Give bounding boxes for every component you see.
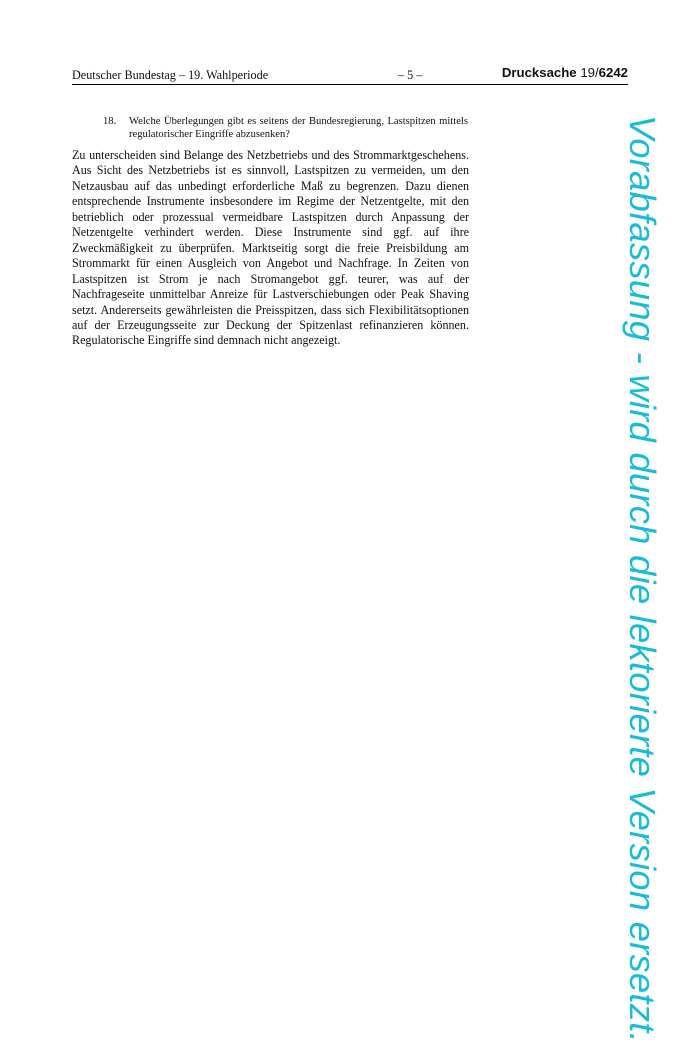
header-parliament-period: Deutscher Bundestag – 19. Wahlperiode (72, 68, 269, 82)
doc-number: 6242 (598, 65, 628, 80)
draft-watermark: Vorabfassung - wird durch die lektorierte Version ersetzt. (622, 115, 663, 1043)
question-block (103, 115, 468, 142)
answer-block (72, 148, 469, 349)
question-text: Welche Überlegungen gibt es seitens der Bundesregierung, Lastspitzen mittels regulatorischer Eingriffe abzusenken? (129, 116, 468, 141)
page-number: – 5 – (398, 68, 423, 82)
question-number: 18. (103, 116, 117, 127)
document-number (502, 65, 628, 80)
doc-prefix: 19/ (580, 65, 599, 80)
answer-text: Zu unterscheiden sind Belange des Netzbetriebs und des Strommarktgeschehens. Aus Sicht des Netzbetriebs ist es sinnvoll, Lastspitzen zu vermeiden, um den Netzausbau auf das unbedingt erforderliche Maß zu begrenzen. Dazu dienen entsprechende Instrumente insbesondere im Regime der Netzentgelte, mit den betrieblich oder prozessual vermeidbare Lastspitzen durch Anpassung der Netzentgelte verhindert werden. Diese Instrumente sind ggf. auf ihre Zweckmäßigkeit zu überprüfen. Marktseitig sorgt die freie Preisbildung am Strommarkt für einen Ausgleich von Angebot und Nachfrage. In Zeiten von Lastspitzen ist Strom je nach Stromangebot ggf. teurer, was auf der Nachfrageseite unmittelbar Anreize für Lastverschiebungen oder Peak Shaving setzt. Andererseits gewährleisten die Preisspitzen, dass sich Flexibilitätsoptionen auf der Erzeugungsseite zur Deckung der Spitzenlast refinanzieren können. Regulatorische Eingriffe sind demnach nicht angezeigt. (72, 148, 469, 348)
page-header (72, 66, 628, 85)
doc-label: Drucksache (501, 65, 577, 80)
